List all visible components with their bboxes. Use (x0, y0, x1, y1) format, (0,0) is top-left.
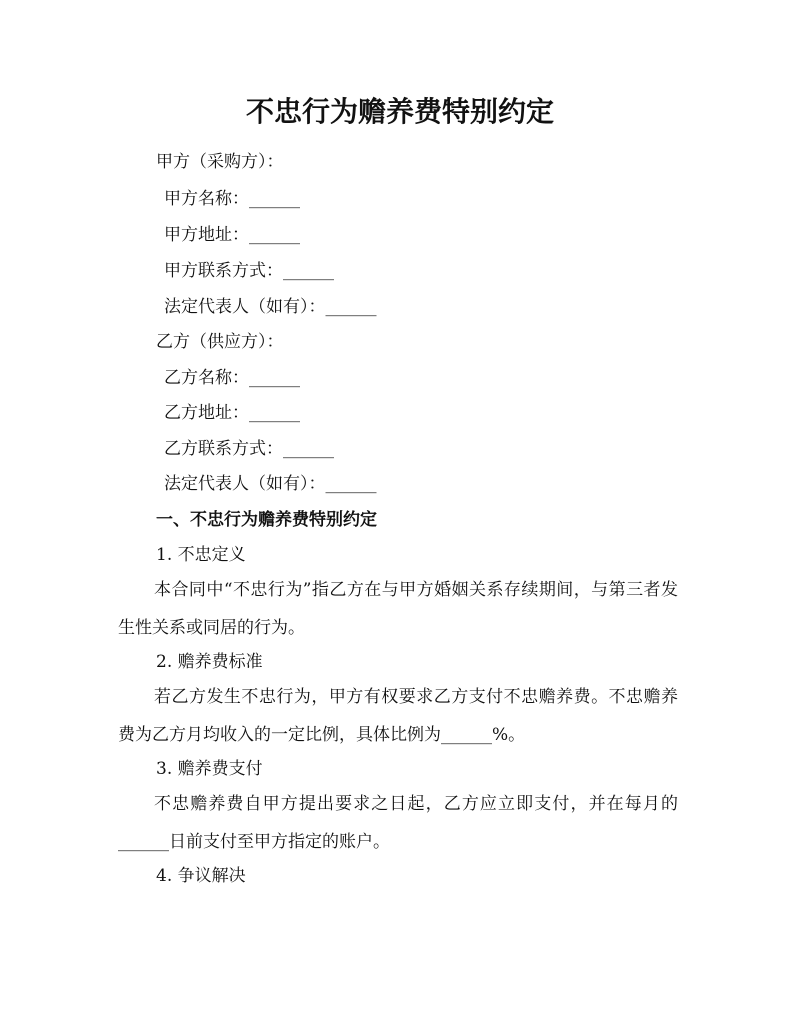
item-1-title: 1. 不忠定义 (156, 545, 246, 565)
item-3-text: 不忠赡养费自甲方提出要求之日起，乙方应立即支付，并在每月的______日前支付至甲方指定的账户。 (118, 794, 678, 852)
party-a-name: 甲方名称：______ (164, 189, 300, 209)
party-b-legal-rep: 法定代表人（如有）：______ (164, 474, 377, 494)
item-2-title: 2. 赡养费标准 (156, 652, 263, 672)
party-b-address: 乙方地址：______ (164, 403, 300, 423)
party-a-legal-rep: 法定代表人（如有）：______ (164, 297, 377, 317)
section-1-heading: 一、不忠行为赡养费特别约定 (156, 510, 377, 530)
party-a-address: 甲方地址：______ (164, 225, 300, 245)
item-3-title: 3. 赡养费支付 (156, 759, 263, 779)
party-b-contact: 乙方联系方式：______ (164, 439, 334, 459)
document-title: 不忠行为赡养费特别约定 (245, 95, 554, 128)
party-a-header: 甲方（采购方）： (156, 152, 284, 172)
party-b-header: 乙方（供应方）： (156, 332, 284, 352)
item-1-text: 本合同中“不忠行为”指乙方在与甲方婚姻关系存续期间，与第三者发生性关系或同居的行为。 (118, 580, 678, 638)
party-b-name: 乙方名称：______ (164, 368, 300, 388)
party-a-contact: 甲方联系方式：______ (164, 261, 334, 281)
item-2-text: 若乙方发生不忠行为，甲方有权要求乙方支付不忠赡养费。不忠赡养费为乙方月均收入的一定比例，具体比例为______%。 (118, 687, 678, 745)
item-4-title: 4. 争议解决 (156, 866, 246, 886)
